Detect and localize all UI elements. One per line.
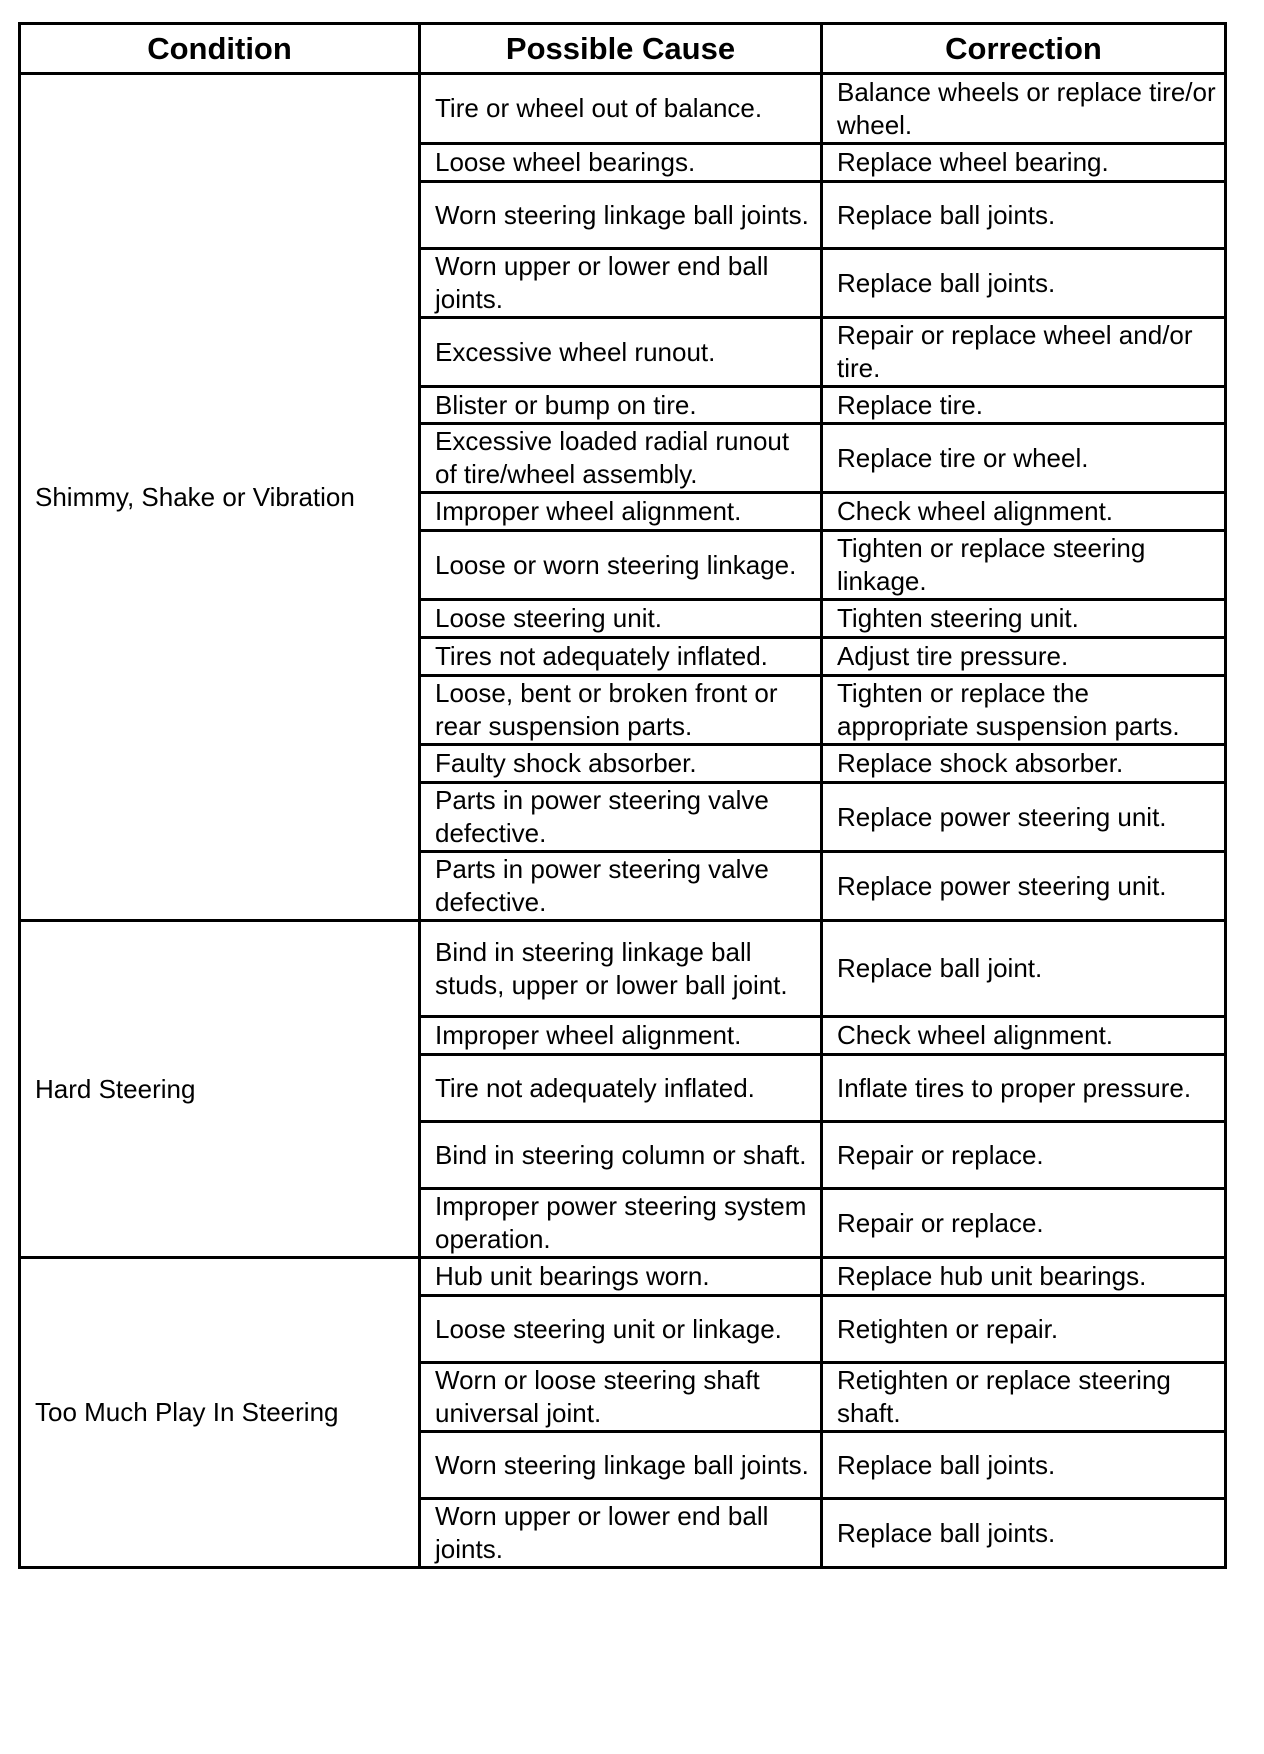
cause-cell: Worn or loose steering shaft universal joint. — [420, 1363, 822, 1432]
correction-cell: Replace ball joints. — [822, 249, 1226, 318]
correction-cell: Retighten or replace steering shaft. — [822, 1363, 1226, 1432]
correction-cell: Replace hub unit bearings. — [822, 1258, 1226, 1296]
cause-cell: Worn upper or lower end ball joints. — [420, 249, 822, 318]
correction-cell: Tighten or replace the appropriate suspension parts. — [822, 676, 1226, 745]
correction-cell: Adjust tire pressure. — [822, 638, 1226, 676]
cause-cell: Improper wheel alignment. — [420, 493, 822, 531]
correction-cell: Tighten or replace steering linkage. — [822, 531, 1226, 600]
cause-cell: Tires not adequately inflated. — [420, 638, 822, 676]
cause-cell: Loose steering unit. — [420, 600, 822, 638]
correction-cell: Replace shock absorber. — [822, 745, 1226, 783]
cause-cell: Excessive loaded radial runout of tire/wheel assembly. — [420, 424, 822, 493]
header-condition: Condition — [20, 24, 420, 74]
correction-cell: Repair or replace wheel and/or tire. — [822, 318, 1226, 387]
troubleshooting-table — [18, 22, 1227, 1569]
correction-cell: Replace power steering unit. — [822, 783, 1226, 852]
cause-cell: Improper wheel alignment. — [420, 1017, 822, 1055]
cause-cell: Loose wheel bearings. — [420, 144, 822, 182]
table-row — [20, 921, 1226, 1017]
correction-cell: Repair or replace. — [822, 1122, 1226, 1189]
correction-cell: Replace ball joint. — [822, 921, 1226, 1017]
correction-cell: Balance wheels or replace tire/or wheel. — [822, 74, 1226, 144]
header-row — [20, 24, 1226, 74]
cause-cell: Faulty shock absorber. — [420, 745, 822, 783]
cause-cell: Improper power steering system operation. — [420, 1189, 822, 1258]
table-row — [20, 1258, 1226, 1296]
cause-cell: Tire or wheel out of balance. — [420, 74, 822, 144]
header-correction: Correction — [822, 24, 1226, 74]
cause-cell: Hub unit bearings worn. — [420, 1258, 822, 1296]
cause-cell: Parts in power steering valve defective. — [420, 783, 822, 852]
cause-cell: Excessive wheel runout. — [420, 318, 822, 387]
cause-cell: Bind in steering column or shaft. — [420, 1122, 822, 1189]
correction-cell: Tighten steering unit. — [822, 600, 1226, 638]
condition-cell: Too Much Play In Steering — [20, 1258, 420, 1568]
correction-cell: Replace tire or wheel. — [822, 424, 1226, 493]
cause-cell: Loose or worn steering linkage. — [420, 531, 822, 600]
cause-cell: Parts in power steering valve defective. — [420, 852, 822, 921]
cause-cell: Loose steering unit or linkage. — [420, 1296, 822, 1363]
cause-cell: Worn upper or lower end ball joints. — [420, 1499, 822, 1568]
correction-cell: Replace wheel bearing. — [822, 144, 1226, 182]
header-possible-cause: Possible Cause — [420, 24, 822, 74]
correction-cell: Replace ball joints. — [822, 1432, 1226, 1499]
cause-cell: Bind in steering linkage ball studs, upper or lower ball joint. — [420, 921, 822, 1017]
condition-cell: Shimmy, Shake or Vibration — [20, 74, 420, 921]
correction-cell: Replace tire. — [822, 387, 1226, 424]
correction-cell: Replace ball joints. — [822, 1499, 1226, 1568]
cause-cell: Tire not adequately inflated. — [420, 1055, 822, 1122]
correction-cell: Replace power steering unit. — [822, 852, 1226, 921]
correction-cell: Check wheel alignment. — [822, 493, 1226, 531]
cause-cell: Worn steering linkage ball joints. — [420, 182, 822, 249]
cause-cell: Loose, bent or broken front or rear suspension parts. — [420, 676, 822, 745]
table-row — [20, 74, 1226, 144]
correction-cell: Inflate tires to proper pressure. — [822, 1055, 1226, 1122]
condition-cell: Hard Steering — [20, 921, 420, 1258]
correction-cell: Retighten or repair. — [822, 1296, 1226, 1363]
cause-cell: Blister or bump on tire. — [420, 387, 822, 424]
correction-cell: Repair or replace. — [822, 1189, 1226, 1258]
correction-cell: Check wheel alignment. — [822, 1017, 1226, 1055]
cause-cell: Worn steering linkage ball joints. — [420, 1432, 822, 1499]
correction-cell: Replace ball joints. — [822, 182, 1226, 249]
